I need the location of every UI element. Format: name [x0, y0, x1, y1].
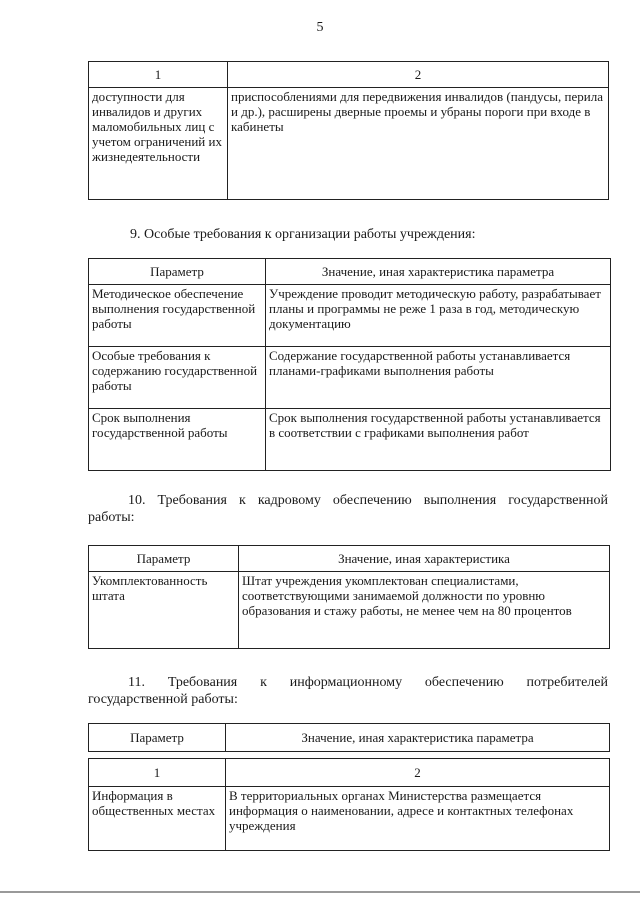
- section-11-table: [88, 758, 610, 851]
- section-10-table: [88, 545, 610, 649]
- value-cell: Содержание государственной работы устанавливается планами-графиками выполнения работы: [266, 347, 611, 409]
- column-number-2: 2: [226, 759, 610, 787]
- table-number-row: [89, 759, 610, 787]
- header-value: Значение, иная характеристика параметра: [226, 724, 610, 752]
- header-value: Значение, иная характеристика: [239, 546, 610, 572]
- table-row: [89, 572, 610, 649]
- header-parameter: Параметр: [89, 724, 226, 752]
- table-row: [89, 409, 611, 471]
- column-number-1: 1: [89, 759, 226, 787]
- column-number-2: 2: [228, 62, 609, 88]
- section-11-heading: 11. Требования к информационному обеспечению потребителей государственной работы:: [88, 675, 608, 707]
- section-10-heading: 10. Требования к кадровому обеспечению выполнения государственной работы:: [88, 493, 608, 525]
- table-header-row: [89, 724, 610, 752]
- table-header-row: [89, 546, 610, 572]
- header-parameter: Параметр: [89, 546, 239, 572]
- param-cell: Укомплектованность штата: [89, 572, 239, 649]
- table-row: [89, 347, 611, 409]
- table-header-row: [89, 62, 609, 88]
- section-9-table: [88, 258, 611, 471]
- value-cell: В территориальных органах Министерства размещается информация о наименовании, адресе и контактных телефонах учреждения: [226, 787, 610, 851]
- table-row: [89, 88, 609, 200]
- header-value: Значение, иная характеристика параметра: [266, 259, 611, 285]
- header-parameter: Параметр: [89, 259, 266, 285]
- param-cell: Срок выполнения государственной работы: [89, 409, 266, 471]
- value-cell: Учреждение проводит методическую работу, разрабатывает планы и программы не реже 1 раза в год, методическую документацию: [266, 285, 611, 347]
- accessibility-table: [88, 61, 609, 200]
- value-cell: Срок выполнения государственной работы устанавливается в соответствии с графиками выполнения работ: [266, 409, 611, 471]
- param-cell: Информация в общественных местах: [89, 787, 226, 851]
- page-bottom-edge: [0, 891, 640, 893]
- param-cell: Особые требования к содержанию государственной работы: [89, 347, 266, 409]
- section-11-header-table: [88, 723, 610, 752]
- column-number-1: 1: [89, 62, 228, 88]
- param-cell: доступности для инвалидов и других маломобильных лиц с учетом ограничений их жизнедеятельности: [89, 88, 228, 200]
- value-cell: Штат учреждения укомплектован специалистами, соответствующими занимаемой должности по уровню образования и стажу работы, не менее чем на 80 процентов: [239, 572, 610, 649]
- param-cell: Методическое обеспечение выполнения государственной работы: [89, 285, 266, 347]
- page-number: 5: [316, 20, 324, 35]
- value-cell: приспособлениями для передвижения инвалидов (пандусы, перила и др.), расширены дверные проемы и убраны пороги при входе в кабинеты: [228, 88, 609, 200]
- table-header-row: [89, 259, 611, 285]
- section-9-heading: 9. Особые требования к организации работы учреждения:: [130, 227, 476, 242]
- table-row: [89, 285, 611, 347]
- table-row: [89, 787, 610, 851]
